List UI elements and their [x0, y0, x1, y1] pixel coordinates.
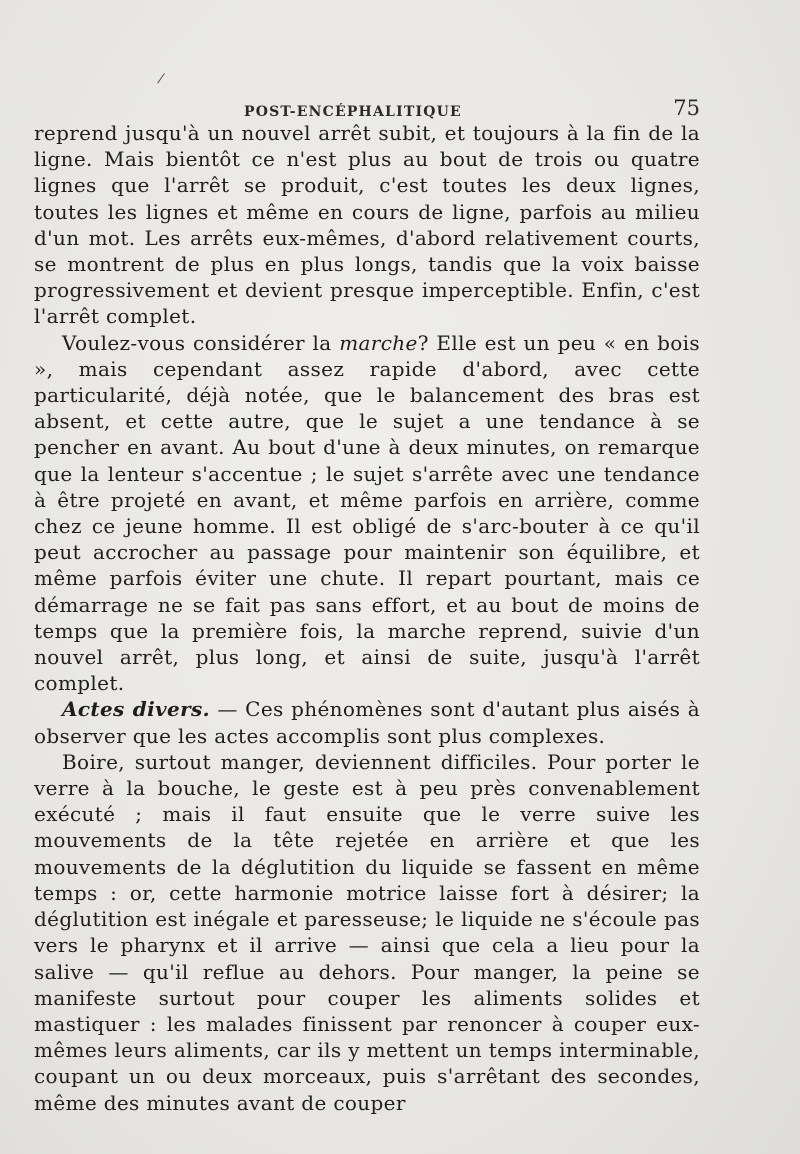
paragraph-3-text: — Ces phénomènes sont d'autant plus aisés à observer que les actes accomplis sont plus complexes. — [34, 697, 701, 748]
paragraph-3 — [34, 696, 700, 748]
ink-mark — [157, 73, 170, 87]
paragraph-1: reprend jusqu'à un nouvel arrêt subit, et toujours à la fin de la ligne. Mais bientôt ce n'est plus au bout de trois ou quatre lignes que l'arrêt se produit, c'est toutes les deux lignes, toutes les lignes et même en cours de ligne, parfois au milieu d'un mot. Les arrêts eux-mêmes, d'abord relativement courts, se montrent de plus en plus longs, tandis que la voix baisse progressivement et devient presque imperceptible. Enfin, c'est l'arrêt complet. — [34, 121, 700, 329]
body-text — [34, 120, 700, 1116]
page-number: 75 — [673, 96, 700, 120]
paragraph-2-start: Voulez-vous considérer la — [62, 330, 340, 355]
emphasis-marche: marche — [339, 330, 418, 355]
paragraph-2-rest: ? Elle est un peu « en bois », mais cependant assez rapide d'abord, avec cette particularité, déjà notée, que le balancement des bras est absent, et cette autre, que le sujet a une tendance à se pencher en avant. Au bout d'une à deux minutes, on remarque que la lenteur s'accentue ; le sujet s'arrête avec une tendance à être projeté en avant, et même parfois en arrière, comme chez ce jeune homme. Il est obligé de s'arc-bouter à ce qu'il peut accrocher au passage pour maintenir son équilibre, et même parfois éviter une chute. Il repart pourtant, mais ce démarrage ne se fait pas sans effort, et au bout de moins de temps que la première fois, la marche reprend, suivie d'un nouvel arrêt, plus long, et ainsi de suite, jusqu'à l'arrêt complet. — [34, 330, 700, 696]
running-title: POST-ENCÉPHALITIQUE — [244, 104, 462, 120]
paragraph-4: Boire, surtout manger, deviennent difficiles. Pour porter le verre à la bouche, le geste est à peu près convenablement exécuté ; mais il faut ensuite que le verre suive les mouvements de la tête rejetée en arrière et que les mouvements de la déglutition du liquide se fassent en même temps : or, cette harmonie motrice laisse fort à désirer; la déglutition est inégale et paresseuse; le liquide ne s'écoule pas vers le pharynx et il arrive — ainsi que cela a lieu pour la salive — qu'il reflue au dehors. Pour manger, la peine se manifeste surtout pour couper les aliments solides et mastiquer : les malades finissent par renoncer à couper eux-mêmes leurs aliments, car ils y mettent un temps interminable, coupant un ou deux morceaux, puis s'arrêtant des secondes, même des minutes avant de couper — [34, 749, 700, 1115]
paragraph-2 — [34, 330, 700, 697]
section-heading: Actes divers. — [62, 697, 210, 722]
